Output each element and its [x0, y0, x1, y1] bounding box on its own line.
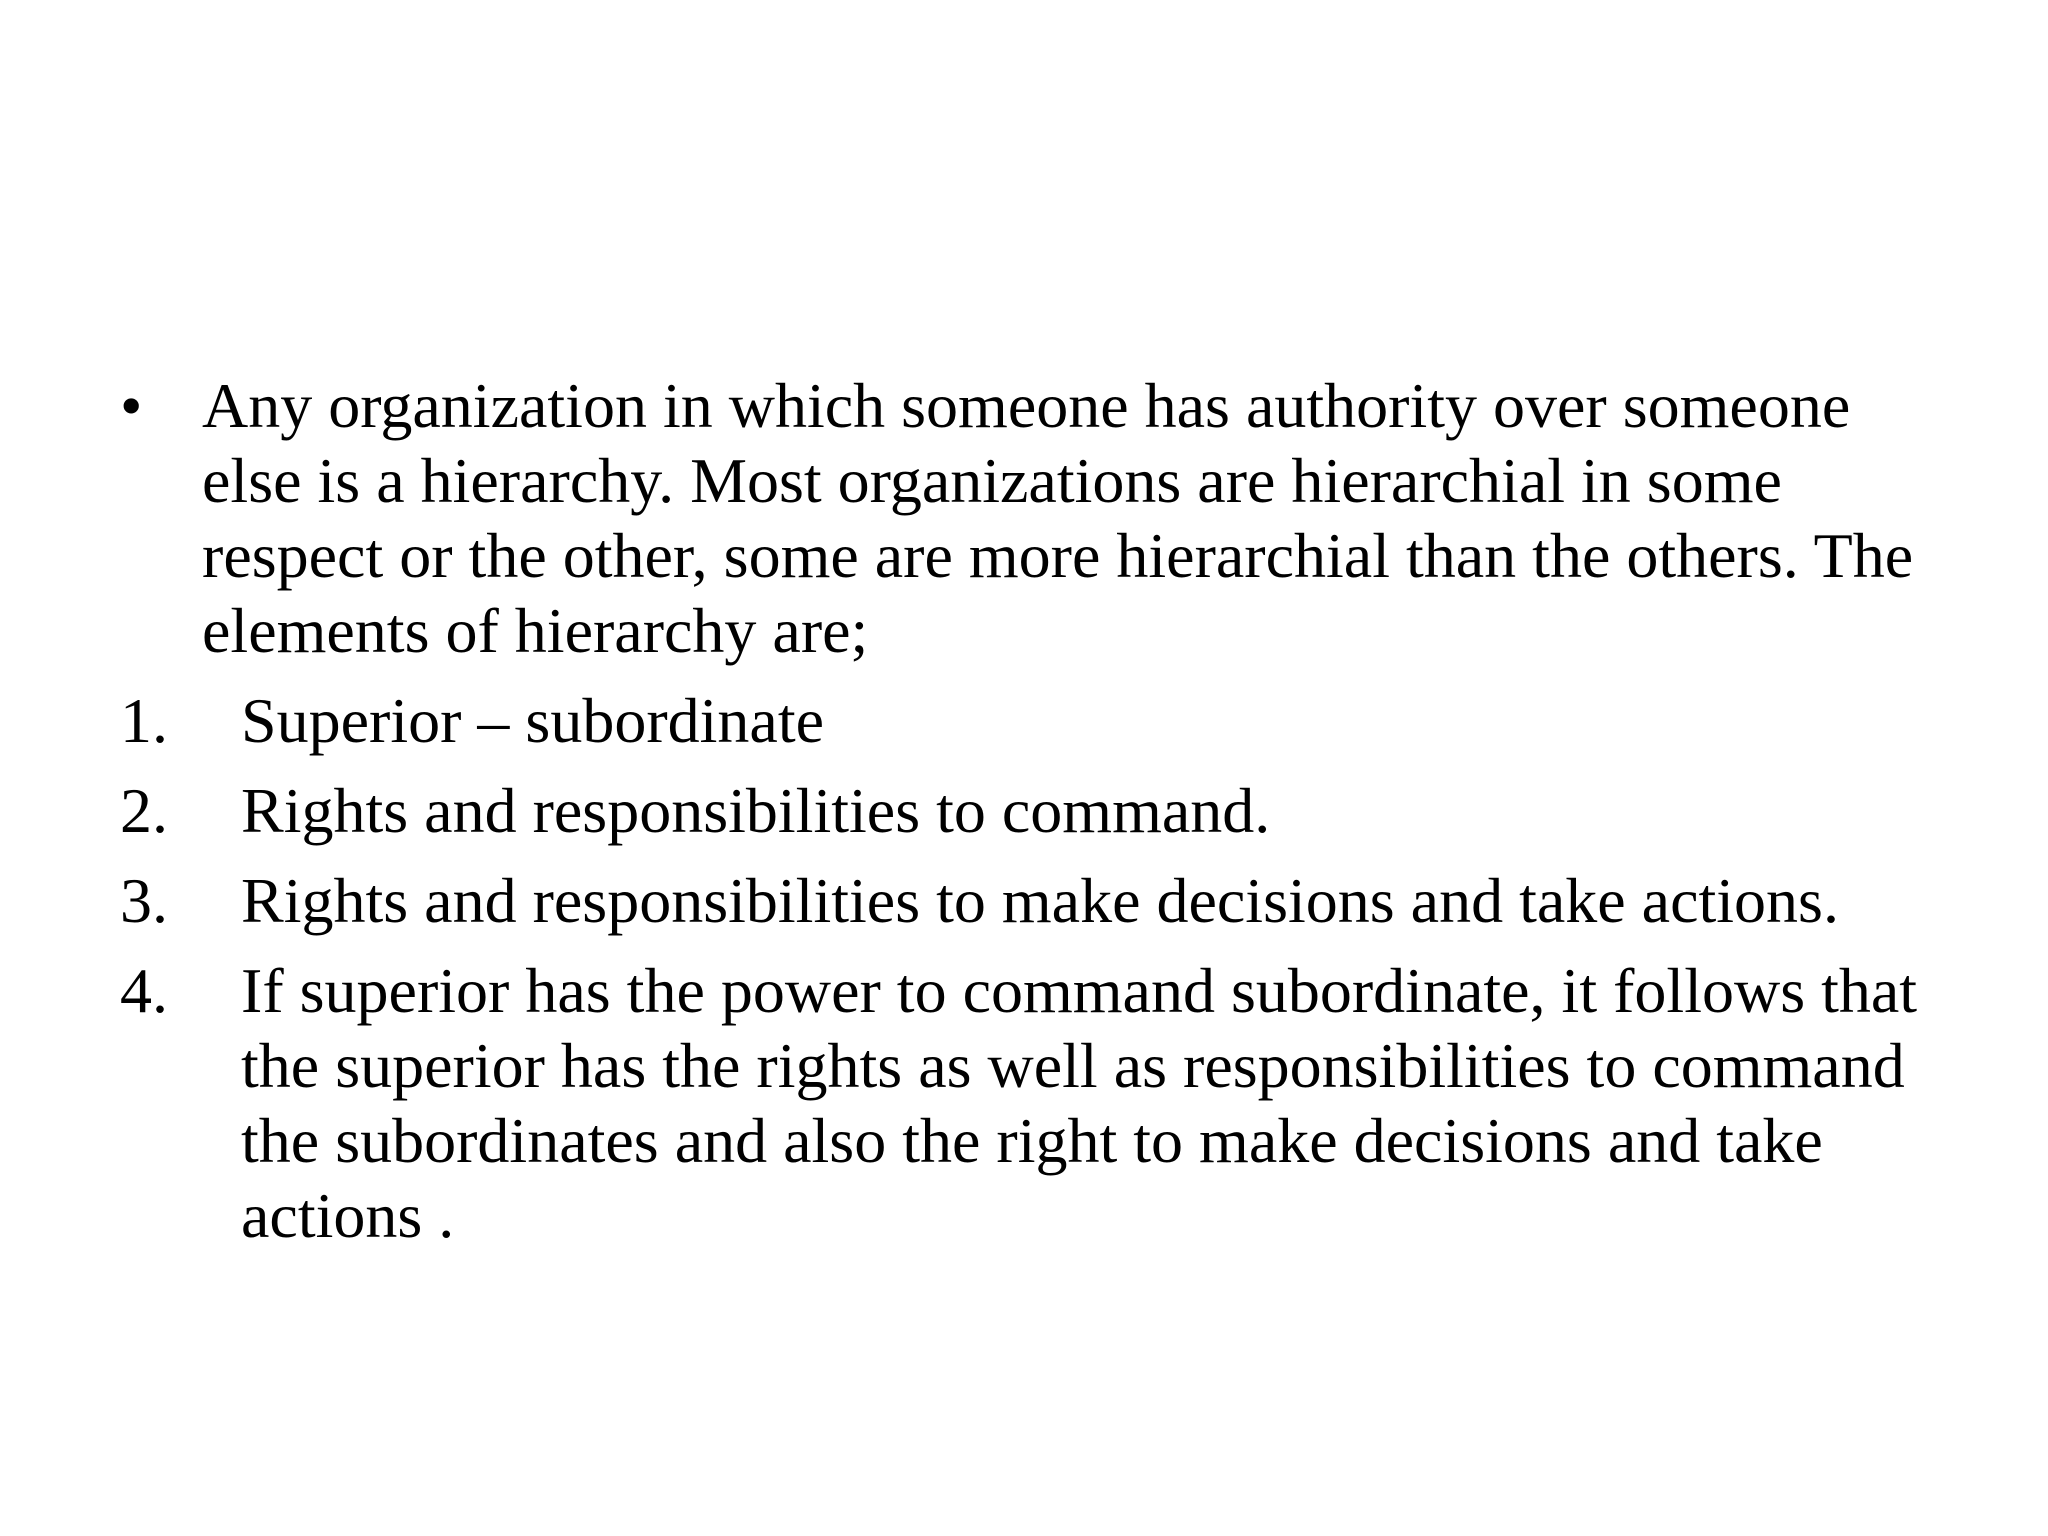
- list-item-3: [120, 863, 1940, 938]
- list-item-1: [120, 683, 1940, 758]
- intro-bullet: [120, 368, 1940, 668]
- intro-text: Any organization in which someone has authority over someone else is a hierarchy. Most organizations are hierarchial in some respect or the other, some are more hierarchial than the others. The elements of hierarchy are;: [202, 370, 1914, 666]
- list-number: 2.: [120, 775, 168, 846]
- slide-body: [120, 368, 1940, 1268]
- list-item-text: If superior has the power to command subordinate, it follows that the superior has the rights as well as responsibilities to command the subordinates and also the right to make decisions and take actions .: [241, 955, 1918, 1251]
- list-item-4: [120, 953, 1940, 1253]
- list-item-2: [120, 773, 1940, 848]
- list-number: 3.: [120, 865, 168, 936]
- list-item-text: Superior – subordinate: [241, 685, 824, 756]
- list-number: 4.: [120, 955, 168, 1026]
- list-item-text: Rights and responsibilities to command.: [241, 775, 1271, 846]
- bullet-marker: •: [120, 370, 143, 441]
- list-item-text: Rights and responsibilities to make decisions and take actions.: [241, 865, 1839, 936]
- list-number: 1.: [120, 685, 168, 756]
